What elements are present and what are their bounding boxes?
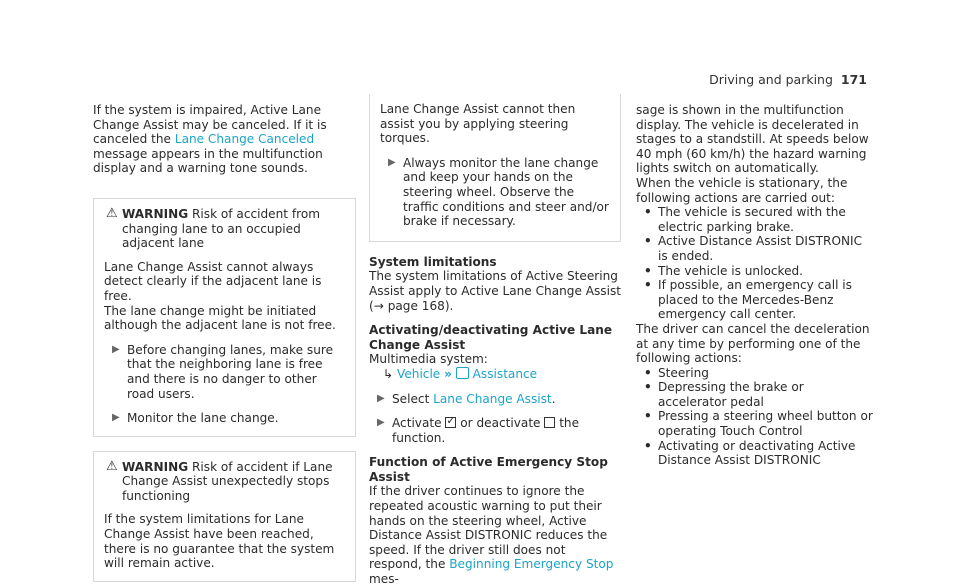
- beginning-emergency-stop-link: Beginning Emergency Stop: [449, 557, 614, 572]
- bullet-text: Monitor the lane change.: [127, 411, 279, 426]
- function-text: the function.: [392, 416, 580, 445]
- list-item-text: Depressing the brake or accelerator pedal: [658, 380, 804, 409]
- list-item: • Steering: [644, 365, 709, 380]
- list-item: • Active Distance Assist DISTRONIC is ended.: [644, 234, 863, 263]
- system-limitations-text: The system limitations of Active Steering Assist apply to Active Lane Change Assist (→ page 168).: [369, 269, 622, 313]
- action-bullet: [369, 416, 621, 445]
- deactivate-text: or deactivate: [456, 416, 545, 431]
- list-item-text: Steering: [658, 365, 709, 380]
- list-item: • Depressing the brake or accelerator pedal: [644, 380, 804, 409]
- paragraph: The driver can cancel the deceleration at any time by performing one of the following actions:: [636, 321, 870, 366]
- list-item: • The vehicle is secured with the electric parking brake.: [644, 205, 846, 234]
- warning-label: WARNING: [122, 206, 189, 221]
- cancel-actions-list: [636, 366, 874, 468]
- action-bullet: [369, 392, 621, 407]
- warning-header: [94, 207, 355, 251]
- list-item: • Pressing a steering wheel button or operating Touch Control: [644, 409, 873, 439]
- page-number: 171: [840, 72, 867, 87]
- action-bullet: [380, 156, 610, 229]
- list-item-text: Activating or deactivating Active Distance Assist DISTRONIC: [658, 438, 856, 468]
- lane-change-canceled-link: Lane Change Canceled: [174, 132, 315, 147]
- warning-paragraph: If the system limitations for Lane Change Assist have been reached, there is no guarantee that the system will remain active.: [104, 512, 335, 571]
- menu-assistance: Assistance: [472, 366, 538, 381]
- list-item-text: If possible, an emergency call is placed to the Mercedes-Benz emergency call center.: [658, 278, 852, 322]
- intro-text: If the system is impaired, Active Lane Change Assist may be canceled. If it is canceled the: [93, 103, 327, 147]
- warning-header: [94, 460, 355, 504]
- menu-path: [369, 367, 621, 382]
- select-suffix: .: [551, 391, 556, 406]
- arrow-bullet-icon: ▶: [112, 412, 120, 424]
- bullet-text: Always monitor the lane change and keep your hands on the steering wheel. Observe the traffic conditions and steer and/or brake if necessary.: [403, 155, 609, 229]
- arrow-bullet-icon: ▶: [112, 343, 120, 355]
- warning-label: WARNING: [122, 459, 189, 474]
- section-title: Driving and parking: [709, 72, 833, 87]
- bullet-text: Before changing lanes, make sure that the neighboring lane is free and there is no danger to other road users.: [127, 342, 334, 401]
- activation-heading: Activating/deactivating Active Lane Change Assist: [369, 323, 613, 352]
- car-icon: [456, 367, 469, 379]
- warning-triangle-icon: ⚠: [106, 458, 118, 474]
- arrow-bullet-icon: ▶: [388, 156, 396, 168]
- warning-body: [94, 251, 355, 426]
- action-bullet: [104, 411, 345, 426]
- select-prefix: Select: [392, 391, 434, 406]
- return-arrow-icon: ↳: [383, 366, 394, 381]
- page-header: [709, 73, 867, 88]
- list-item-text: The vehicle is secured with the electric parking brake.: [658, 205, 846, 234]
- emergency-stop-heading: Function of Active Emergency Stop Assist: [369, 455, 608, 484]
- warning-triangle-icon: ⚠: [106, 205, 118, 221]
- list-item-text: Active Distance Assist DISTRONIC is ended.: [658, 234, 863, 263]
- multimedia-label: Multimedia system:: [369, 352, 488, 367]
- lane-change-assist-link: Lane Change Assist: [433, 391, 552, 406]
- list-item: • If possible, an emergency call is placed to the Mercedes-Benz emergency call center.: [644, 278, 852, 322]
- warning-paragraph: The lane change might be initiated although the adjacent lane is not free.: [104, 303, 336, 333]
- list-item-text: Pressing a steering wheel button or operating Touch Control: [658, 409, 873, 439]
- emergency-stop-text-b: mes-: [369, 572, 399, 587]
- intro-text: message appears in the multifunction display and a warning tone sounds.: [93, 146, 323, 176]
- list-item: • Activating or deactivating Active Distance Assist DISTRONIC: [644, 438, 856, 468]
- stationary-actions-list: [636, 205, 874, 322]
- paragraph: When the vehicle is stationary, the following actions are carried out:: [636, 175, 848, 205]
- double-chevron-icon: »: [444, 366, 452, 381]
- list-item-text: The vehicle is unlocked.: [658, 263, 804, 278]
- arrow-bullet-icon: ▶: [377, 392, 385, 404]
- emergency-stop-text: [369, 484, 621, 586]
- warning-title: Risk of accident from changing lane to an occupied adjacent lane: [122, 206, 320, 251]
- activate-text: Activate: [392, 416, 446, 431]
- warning-box-stops-functioning: [93, 451, 356, 582]
- paragraph: sage is shown in the multifunction display. The vehicle is decelerated in stages to a standstill. At speeds below 40 mph (60 km/h) the hazard warning lights switch on automatically.: [636, 103, 869, 176]
- warning-paragraph: Lane Change Assist cannot always detect clearly if the adjacent lane is free.: [104, 259, 322, 303]
- column-2: [369, 103, 621, 587]
- warning-box-lane-occupied: [93, 198, 356, 437]
- continued-text: Lane Change Assist cannot then assist you by applying steering torques.: [380, 102, 576, 146]
- menu-vehicle: Vehicle: [397, 366, 441, 381]
- system-limitations-heading: System limitations: [369, 254, 497, 269]
- list-item: • The vehicle is unlocked.: [644, 263, 804, 278]
- intro-paragraph: [93, 103, 356, 176]
- empty-box-icon: [544, 417, 555, 428]
- continued-warning-box: [369, 94, 621, 242]
- column-1: [93, 103, 356, 582]
- column-3: [636, 103, 874, 468]
- arrow-bullet-icon: ▶: [377, 417, 385, 429]
- warning-title: Risk of accident if Lane Change Assist unexpectedly stops functioning: [122, 459, 333, 503]
- action-bullet: [104, 343, 345, 401]
- emergency-stop-text-a: If the driver continues to ignore the repeated acoustic warning to put their hands on the steering wheel, Active Distance Assist DISTRONIC reduces the speed. If the driver still does not respond, the: [369, 484, 608, 572]
- warning-body: [94, 503, 355, 570]
- checked-box-icon: [445, 417, 456, 428]
